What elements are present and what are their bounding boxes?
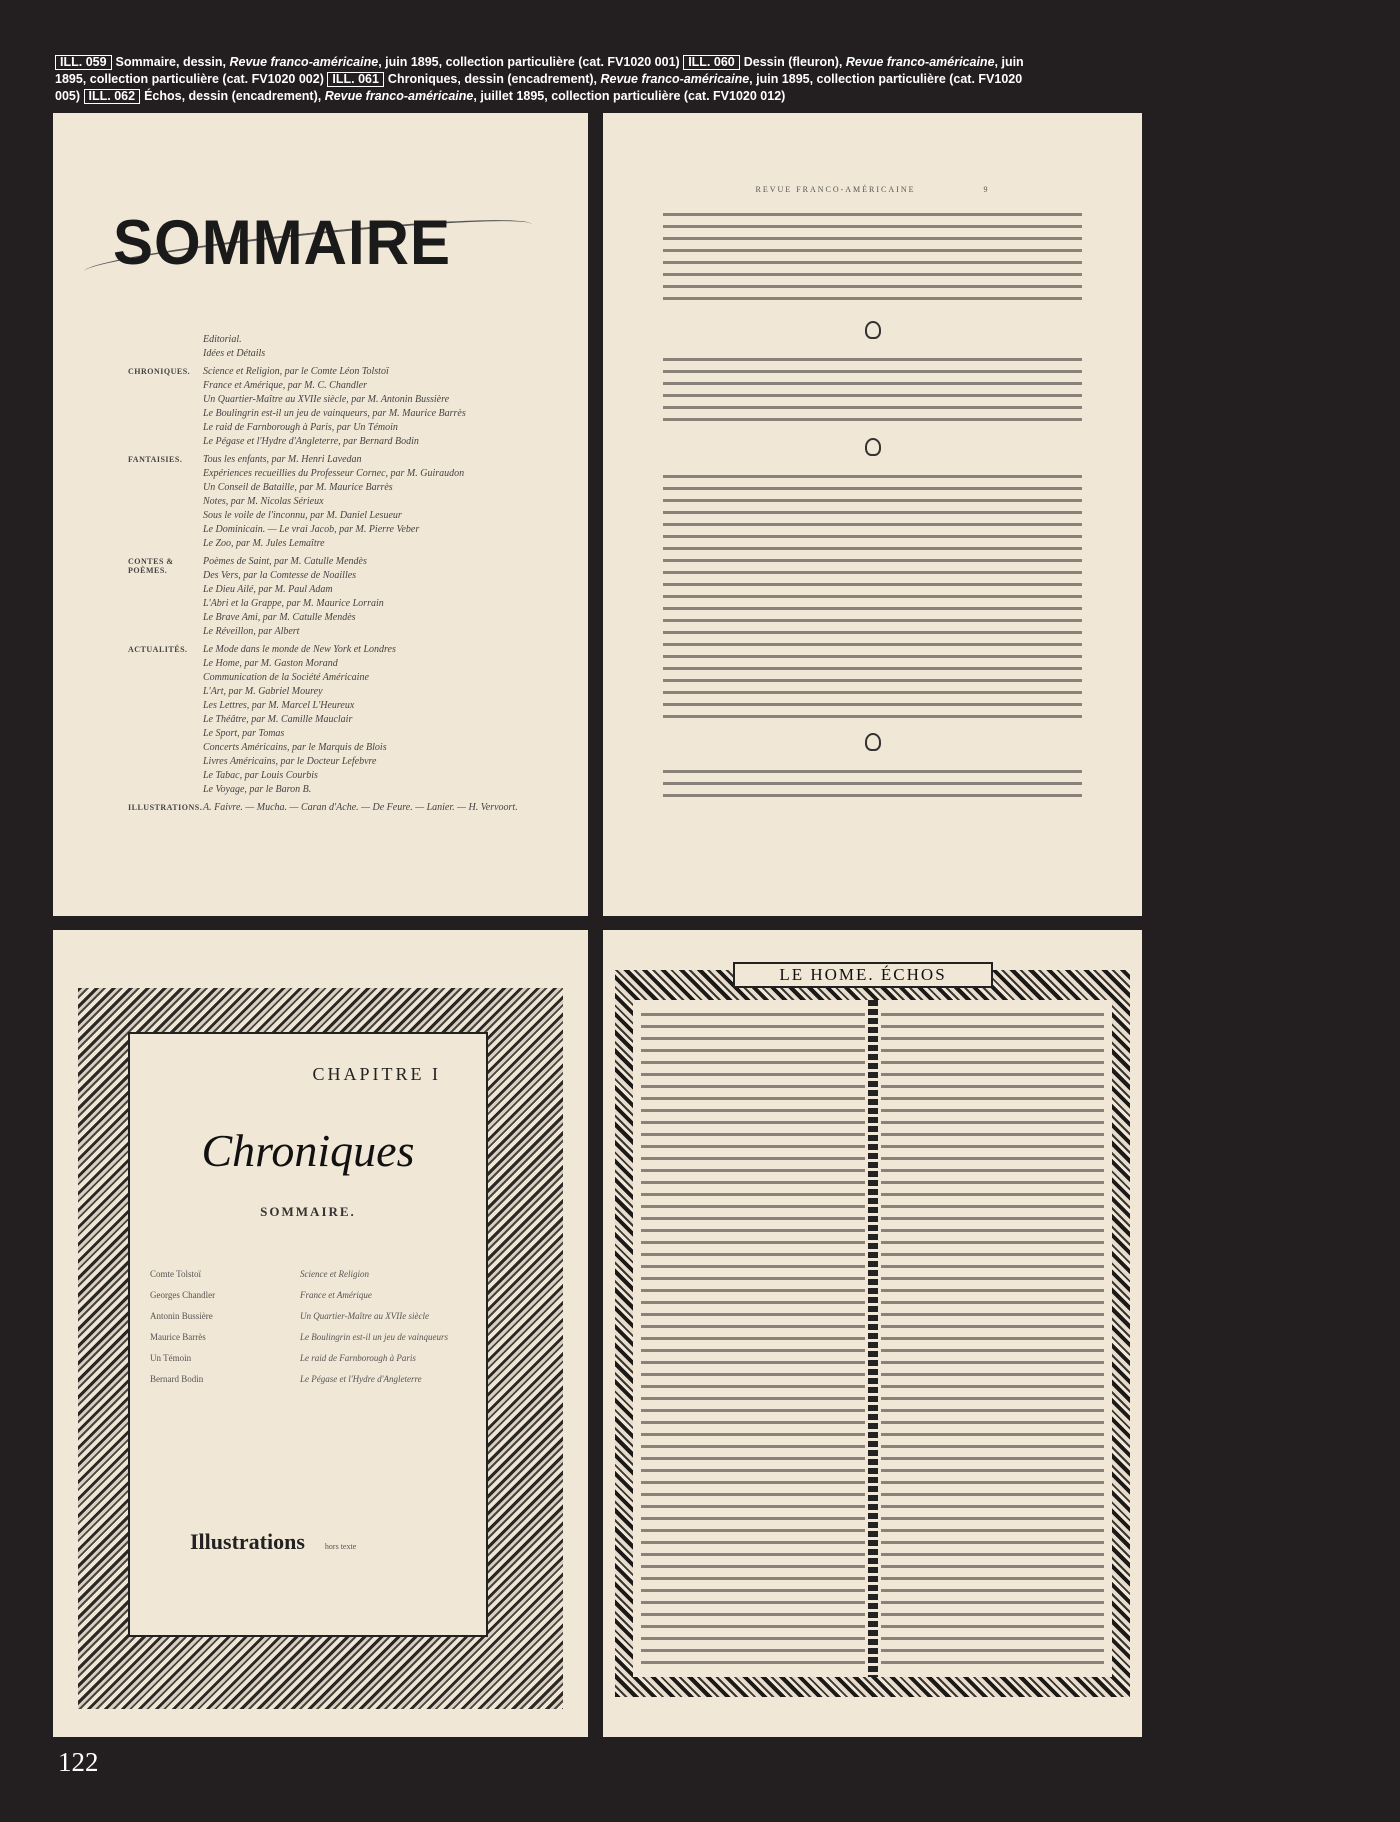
- toc-entry: [150, 1348, 476, 1369]
- toc-item: Le Brave Ami, par M. Catulle Mendès: [203, 612, 356, 623]
- sommaire-title: SOMMAIRE: [113, 207, 451, 278]
- toc-item: Le Théâtre, par M. Camille Mauclair: [203, 714, 353, 725]
- ill-detail: , juillet 1895, collection particulière (cat. FV1020 012): [473, 89, 786, 103]
- echos-body: [633, 1000, 1112, 1677]
- body-text: [663, 470, 1082, 722]
- toc-item: L'Art, par M. Gabriel Mourey: [203, 686, 323, 697]
- chapter-label: CHAPITRE I: [312, 1064, 441, 1084]
- sommaire-toc: [128, 333, 548, 819]
- toc-item: Le Mode dans le monde de New York et Londres: [203, 644, 396, 655]
- toc-section-label: FANTAISIES.: [128, 455, 183, 464]
- toc-section: [128, 801, 548, 815]
- ill-tag: ILL. 059: [55, 55, 112, 70]
- column-divider: [868, 1000, 878, 1677]
- toc-item: Le Home, par M. Gaston Morand: [203, 658, 338, 669]
- toc-item: Un Quartier-Maître au XVIIe siècle, par M. Antonin Bussière: [203, 394, 450, 405]
- toc-author: Bernard Bodin: [150, 1374, 204, 1384]
- toc-section-label: ILLUSTRATIONS.: [128, 803, 203, 812]
- toc-item: Des Vers, par la Comtesse de Noailles: [203, 570, 357, 581]
- toc-item: L'Abri et la Grappe, par M. Maurice Lorrain: [203, 598, 384, 609]
- body-text-column: [881, 1008, 1105, 1669]
- page-number: 122: [58, 1747, 99, 1777]
- toc-item: France et Amérique, par M. C. Chandler: [203, 380, 367, 391]
- fleuron-icon: [865, 438, 881, 456]
- toc-entry: [150, 1306, 476, 1327]
- ill-tag: ILL. 061: [327, 72, 384, 87]
- toc-author: Un Témoin: [150, 1353, 192, 1363]
- toc-item: Science et Religion, par le Comte Léon Tolstoï: [203, 366, 389, 377]
- toc-item: Le Sport, par Tomas: [203, 728, 285, 739]
- toc-item: Sous le voile de l'inconnu, par M. Daniel Lesueur: [203, 510, 402, 521]
- toc-entry: [150, 1264, 476, 1285]
- toc-item: Notes, par M. Nicolas Sérieux: [203, 496, 324, 507]
- ill-type: , dessin,: [176, 55, 230, 69]
- ill-detail: , juin 1895, collection particulière (cat. FV1020 002): [55, 55, 1024, 86]
- toc-item: Expériences recueillies du Professeur Cornec, par M. Guiraudon: [203, 468, 465, 479]
- ill-detail: , juin 1895, collection particulière (cat. FV1020 005): [55, 72, 1023, 103]
- toc-item: Poèmes de Saint, par M. Catulle Mendès: [203, 556, 367, 567]
- ill-title: Sommaire: [115, 55, 176, 69]
- toc-section-label: [128, 333, 203, 361]
- fleuron-icon: [865, 321, 881, 339]
- toc-author: Antonin Bussière: [150, 1311, 213, 1321]
- toc-section-label: ACTUALITÉS.: [128, 645, 188, 654]
- toc-author: Georges Chandler: [150, 1290, 216, 1300]
- ill-title: Chroniques: [387, 72, 458, 86]
- toc-item: Le Dominicain. — Le vrai Jacob, par M. Pierre Veber: [203, 524, 420, 535]
- echos-header: LE HOME. ÉCHOS: [733, 962, 993, 988]
- ill-source: Revue franco-américaine: [229, 55, 379, 69]
- toc-item: Le Voyage, par le Baron B.: [203, 784, 312, 795]
- body-text: [663, 353, 1082, 425]
- ill-source: Revue franco-américaine: [845, 55, 995, 69]
- toc-author: Maurice Barrès: [150, 1332, 206, 1342]
- toc-entry: [150, 1327, 476, 1348]
- toc-title: Le Boulingrin est-il un jeu de vainqueurs: [300, 1332, 448, 1342]
- ill-tag: ILL. 062: [84, 89, 141, 104]
- echos-page: [603, 930, 1142, 1737]
- body-text-column: [641, 1008, 865, 1669]
- ill-type: ,: [838, 55, 846, 69]
- chroniques-title: Chroniques: [201, 1125, 415, 1176]
- toc-item: Editorial.: [203, 334, 242, 345]
- toc-item: Concerts Américains, par le Marquis de Blois: [203, 742, 387, 753]
- toc-entry: [150, 1285, 476, 1306]
- chroniques-page: [53, 930, 588, 1737]
- toc-section: [128, 333, 548, 361]
- chroniques-subtitle: SOMMAIRE.: [260, 1204, 356, 1219]
- toc-section-label: CONTES & POÈMES.: [128, 557, 174, 575]
- toc-item: Le Pégase et l'Hydre d'Angleterre, par Bernard Bodin: [203, 436, 419, 447]
- figure-caption: [55, 54, 1035, 105]
- fleuron-icon: [865, 733, 881, 751]
- ill-tag: ILL. 060: [683, 55, 740, 70]
- toc-item: Communication de la Société Américaine: [203, 672, 369, 683]
- toc-author: Comte Tolstoï: [150, 1269, 201, 1279]
- toc-section-label: CHRONIQUES.: [128, 367, 191, 376]
- toc-item: A. Faivre. — Mucha. — Caran d'Ache. — De Feure. — Lanier. — H. Vervoort.: [203, 802, 518, 813]
- article-page: [603, 113, 1142, 916]
- toc-item: Le Dieu Ailé, par M. Paul Adam: [203, 584, 333, 595]
- toc-item: Les Lettres, par M. Marcel L'Heureux: [203, 700, 355, 711]
- body-text: [663, 208, 1082, 308]
- toc-item: Tous les enfants, par M. Henri Lavedan: [203, 454, 362, 465]
- toc-item: Idées et Détails: [203, 348, 266, 359]
- ill-source: Revue franco-américaine: [600, 72, 750, 86]
- ill-title: Dessin (fleuron): [743, 55, 839, 69]
- toc-section: [128, 453, 548, 551]
- ill-title: Échos: [144, 89, 182, 103]
- illustrations-label: Illustrations hors texte: [190, 1529, 357, 1554]
- toc-entry: [150, 1369, 476, 1390]
- ill-detail: , juin 1895, collection particulière (cat. FV1020 001): [378, 55, 680, 69]
- toc-title: France et Amérique: [300, 1290, 372, 1300]
- running-head: REVUE FRANCO-AMÉRICAINE 9: [755, 185, 990, 194]
- toc-item: Le Tabac, par Louis Courbis: [203, 770, 318, 781]
- toc-item: Le raid de Farnborough à Paris, par Un Témoin: [203, 422, 398, 433]
- toc-section: [128, 365, 548, 449]
- sommaire-page: [53, 113, 588, 916]
- toc-title: Science et Religion: [300, 1269, 369, 1279]
- ill-type: , dessin (encadrement),: [457, 72, 601, 86]
- body-text: [663, 765, 1082, 801]
- toc-item: Le Réveillon, par Albert: [203, 626, 300, 637]
- toc-title: Le raid de Farnborough à Paris: [300, 1353, 416, 1363]
- ill-type: , dessin (encadrement),: [181, 89, 325, 103]
- toc-item: Livres Américains, par le Docteur Lefebvre: [203, 756, 377, 767]
- toc-item: Le Boulingrin est-il un jeu de vainqueurs, par M. Maurice Barrès: [203, 408, 466, 419]
- toc-section: [128, 555, 548, 639]
- toc-title: Le Pégase et l'Hydre d'Angleterre: [300, 1374, 422, 1384]
- toc-item: Le Zoo, par M. Jules Lemaître: [203, 538, 325, 549]
- toc-item: Un Conseil de Bataille, par M. Maurice Barrès: [203, 482, 393, 493]
- chroniques-toc: [150, 1264, 476, 1390]
- toc-title: Un Quartier-Maître au XVIIe siècle: [300, 1311, 429, 1321]
- chroniques-panel: [128, 1032, 488, 1637]
- toc-section: [128, 643, 548, 797]
- ill-source: Revue franco-américaine: [324, 89, 474, 103]
